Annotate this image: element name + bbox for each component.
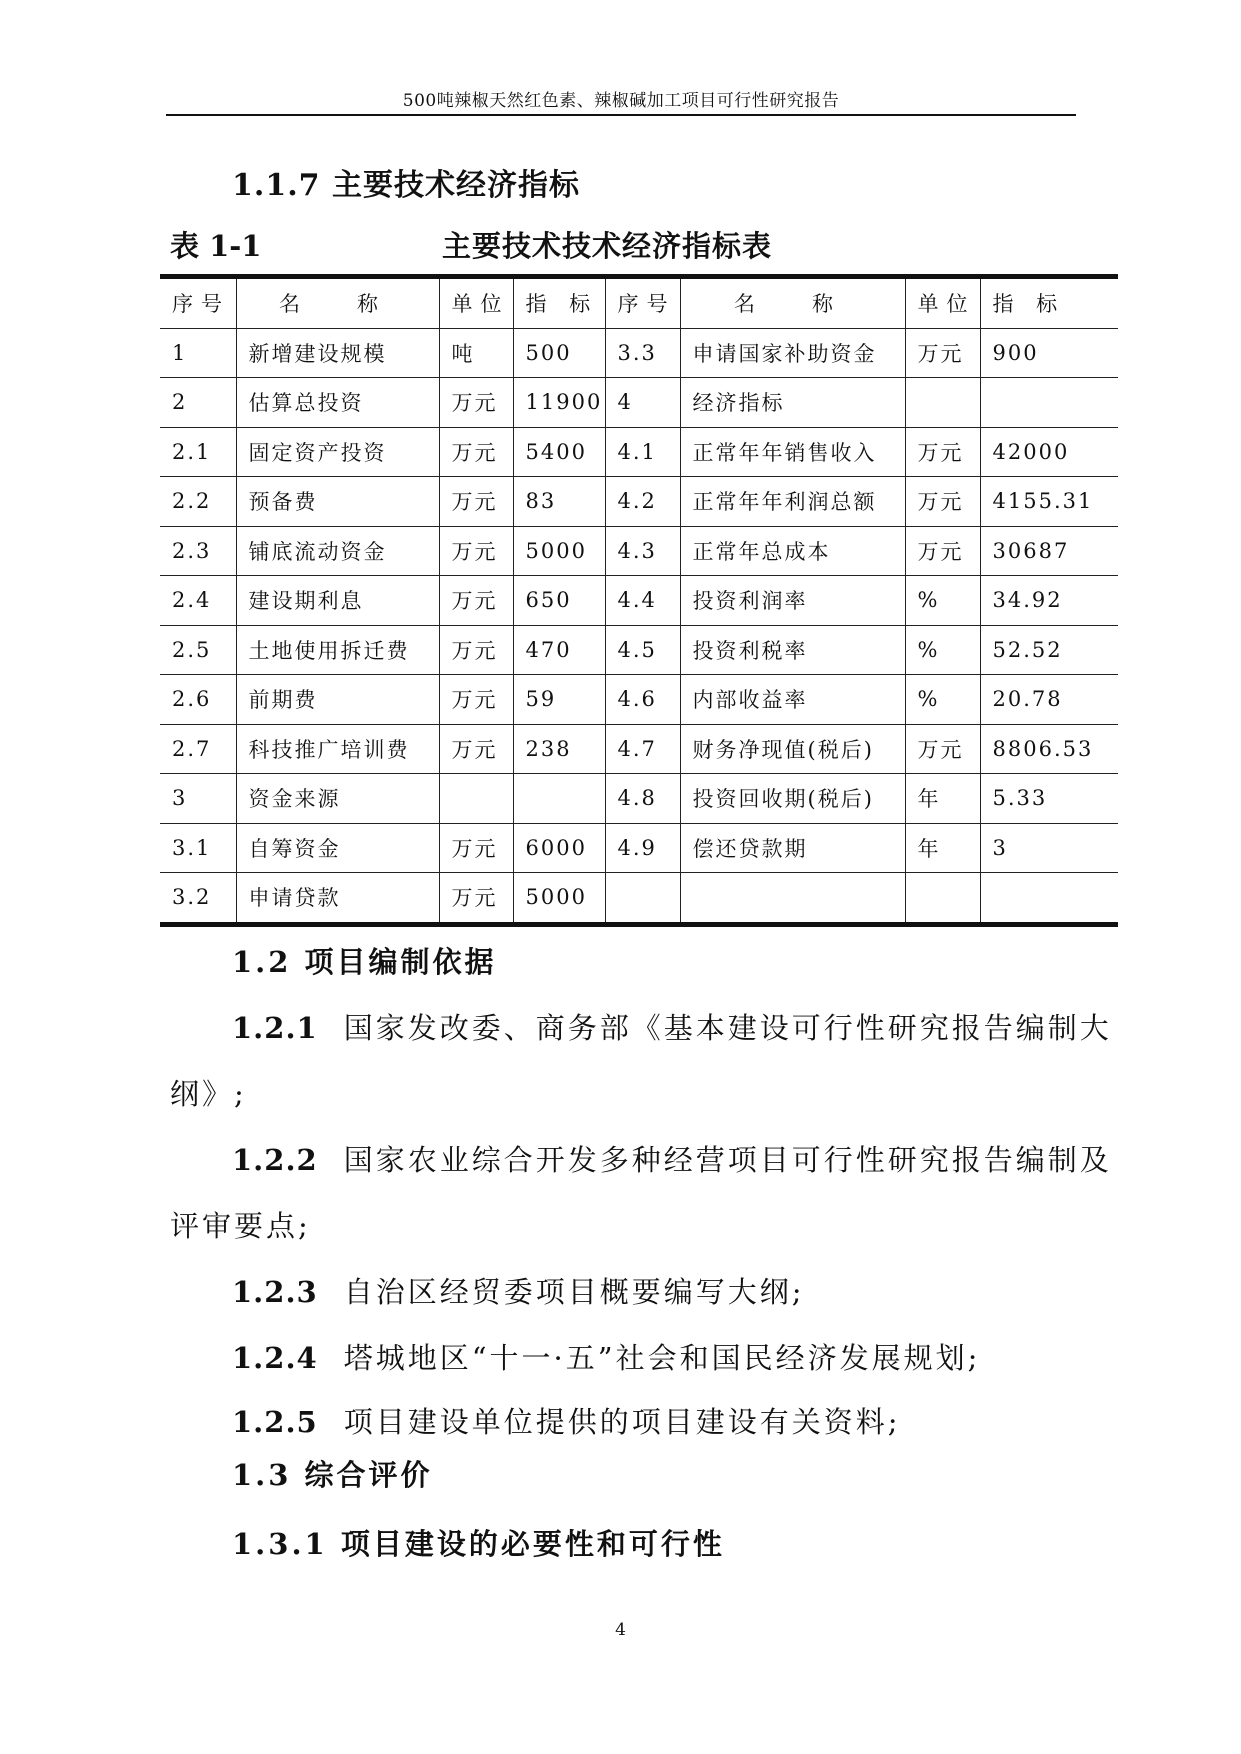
table-cell: 万元 — [905, 477, 980, 527]
table-cell: 年 — [905, 823, 980, 873]
basis-item-1-2-1-cont: 纲》; — [170, 1077, 247, 1111]
table-cell: 万元 — [905, 328, 980, 378]
column-header: 名 称 — [680, 279, 905, 328]
running-header: 500吨辣椒天然红色素、辣椒碱加工项目可行性研究报告 — [402, 91, 840, 111]
table-row — [160, 675, 1118, 725]
table-cell: 5.33 — [980, 774, 1118, 824]
table-cell: 238 — [513, 724, 605, 774]
table-row — [160, 625, 1118, 675]
table-cell: 万元 — [439, 477, 513, 527]
table-cell: % — [905, 576, 980, 626]
column-header: 名 称 — [236, 279, 439, 328]
table-cell: 2.2 — [160, 477, 236, 527]
column-header: 指 标 — [513, 279, 605, 328]
table-cell: 2.1 — [160, 427, 236, 477]
table-cell: 2.4 — [160, 576, 236, 626]
table-cell — [680, 873, 905, 922]
table-cell: 土地使用拆迁费 — [236, 625, 439, 675]
basis-number: 1.2.1 — [232, 1011, 318, 1045]
table-cell: 正常年总成本 — [680, 526, 905, 576]
column-header: 序号 — [605, 279, 680, 328]
table-cell: 2.7 — [160, 724, 236, 774]
table-cell: 财务净现值(税后) — [680, 724, 905, 774]
table-cell: 偿还贷款期 — [680, 823, 905, 873]
table-cell: 4.6 — [605, 675, 680, 725]
table-cell: 正常年年销售收入 — [680, 427, 905, 477]
table-cell: 4.3 — [605, 526, 680, 576]
basis-item-1-2-5 — [232, 1400, 901, 1441]
table-cell: 万元 — [439, 526, 513, 576]
table-cell: 3 — [980, 823, 1118, 873]
table-row — [160, 873, 1118, 922]
table-cell: % — [905, 675, 980, 725]
table-cell: 申请贷款 — [236, 873, 439, 922]
table-cell: 83 — [513, 477, 605, 527]
table-cell: 4 — [605, 378, 680, 428]
table-cell: % — [905, 625, 980, 675]
table-cell — [905, 378, 980, 428]
table-cell: 5400 — [513, 427, 605, 477]
table-row — [160, 526, 1118, 576]
table-cell: 预备费 — [236, 477, 439, 527]
basis-item-1-2-2-cont: 评审要点; — [170, 1209, 311, 1243]
table-cell: 科技推广培训费 — [236, 724, 439, 774]
table-cell: 470 — [513, 625, 605, 675]
table-cell: 投资利税率 — [680, 625, 905, 675]
basis-number: 1.2.3 — [232, 1275, 318, 1309]
table-cell: 万元 — [905, 724, 980, 774]
basis-text: 塔城地区“十一·五”社会和国民经济发展规划; — [343, 1341, 981, 1375]
table-cell: 经济指标 — [680, 378, 905, 428]
table-row — [160, 427, 1118, 477]
basis-item-1-2-3 — [232, 1270, 805, 1311]
table-caption-number: 表 1-1 — [170, 229, 262, 263]
table-cell: 4.4 — [605, 576, 680, 626]
table-row — [160, 328, 1118, 378]
table-row — [160, 823, 1118, 873]
table-cell: 万元 — [905, 526, 980, 576]
section-heading-1-3: 1.3 综合评价 — [232, 1458, 433, 1492]
table-cell: 59 — [513, 675, 605, 725]
section-heading-1-1-7: 1.1.7 主要技术经济指标 — [232, 168, 580, 203]
basis-text: 自治区经贸委项目概要编写大纲; — [343, 1275, 805, 1309]
table-cell: 3.2 — [160, 873, 236, 922]
table-cell: 650 — [513, 576, 605, 626]
indicator-table — [160, 274, 1118, 927]
table-cell: 万元 — [439, 427, 513, 477]
basis-text: 国家发改委、商务部《基本建设可行性研究报告编制大 — [343, 1011, 1112, 1045]
basis-item-1-2-2 — [232, 1138, 1112, 1179]
table-cell: 11900 — [513, 378, 605, 428]
table-cell: 估算总投资 — [236, 378, 439, 428]
table-cell: 新增建设规模 — [236, 328, 439, 378]
table-cell: 万元 — [905, 427, 980, 477]
table-cell: 正常年年利润总额 — [680, 477, 905, 527]
table-cell: 万元 — [439, 873, 513, 922]
table-cell: 万元 — [439, 823, 513, 873]
table-cell — [439, 774, 513, 824]
table-cell — [980, 378, 1118, 428]
table-cell: 1 — [160, 328, 236, 378]
table-cell: 年 — [905, 774, 980, 824]
table-cell: 建设期利息 — [236, 576, 439, 626]
table-cell: 铺底流动资金 — [236, 526, 439, 576]
table-cell: 5000 — [513, 526, 605, 576]
table-cell: 42000 — [980, 427, 1118, 477]
table-cell: 万元 — [439, 724, 513, 774]
table-row — [160, 576, 1118, 626]
table-cell: 34.92 — [980, 576, 1118, 626]
table-cell: 2.3 — [160, 526, 236, 576]
table-cell: 6000 — [513, 823, 605, 873]
table-cell: 2.5 — [160, 625, 236, 675]
table-cell: 万元 — [439, 378, 513, 428]
table-cell — [905, 873, 980, 922]
table-cell: 5000 — [513, 873, 605, 922]
table-cell: 52.52 — [980, 625, 1118, 675]
table-cell: 万元 — [439, 576, 513, 626]
table-cell: 投资利润率 — [680, 576, 905, 626]
table-cell: 900 — [980, 328, 1118, 378]
table-cell: 4155.31 — [980, 477, 1118, 527]
table-cell: 万元 — [439, 625, 513, 675]
table-cell: 3.3 — [605, 328, 680, 378]
basis-number: 1.2.4 — [232, 1341, 318, 1375]
table-cell: 内部收益率 — [680, 675, 905, 725]
table-cell — [513, 774, 605, 824]
table-cell: 固定资产投资 — [236, 427, 439, 477]
table-caption-title: 主要技术技术经济指标表 — [442, 229, 773, 263]
table-cell: 前期费 — [236, 675, 439, 725]
section-heading-1-3-1: 1.3.1 项目建设的必要性和可行性 — [232, 1527, 725, 1561]
page-number: 4 — [615, 1620, 626, 1640]
table-cell — [980, 873, 1118, 922]
table-cell: 4.5 — [605, 625, 680, 675]
table-row — [160, 378, 1118, 428]
table-cell: 4.1 — [605, 427, 680, 477]
column-header: 指 标 — [980, 279, 1118, 328]
table-cell: 2.6 — [160, 675, 236, 725]
column-header: 单位 — [905, 279, 980, 328]
header-rule — [166, 114, 1076, 116]
table-cell: 4.7 — [605, 724, 680, 774]
table-cell: 自筹资金 — [236, 823, 439, 873]
section-heading-1-2: 1.2 项目编制依据 — [232, 945, 497, 979]
table-row — [160, 774, 1118, 824]
basis-number: 1.2.2 — [232, 1143, 318, 1177]
column-header: 单位 — [439, 279, 513, 328]
table-row — [160, 477, 1118, 527]
basis-item-1-2-1 — [232, 1006, 1112, 1047]
basis-number: 1.2.5 — [232, 1405, 318, 1439]
table-cell: 4.8 — [605, 774, 680, 824]
table-cell: 20.78 — [980, 675, 1118, 725]
table-row — [160, 724, 1118, 774]
table-cell: 8806.53 — [980, 724, 1118, 774]
table-cell: 申请国家补助资金 — [680, 328, 905, 378]
table-cell: 30687 — [980, 526, 1118, 576]
table-cell: 3.1 — [160, 823, 236, 873]
table-cell: 2 — [160, 378, 236, 428]
basis-text: 项目建设单位提供的项目建设有关资料; — [343, 1405, 901, 1439]
basis-text: 国家农业综合开发多种经营项目可行性研究报告编制及 — [343, 1143, 1112, 1177]
table-header-row — [160, 279, 1118, 328]
column-header: 序号 — [160, 279, 236, 328]
basis-item-1-2-4 — [232, 1336, 980, 1377]
table-cell: 4.2 — [605, 477, 680, 527]
table-cell: 500 — [513, 328, 605, 378]
table-cell: 4.9 — [605, 823, 680, 873]
table-cell: 万元 — [439, 675, 513, 725]
table-cell: 投资回收期(税后) — [680, 774, 905, 824]
table-cell — [605, 873, 680, 922]
table-cell: 3 — [160, 774, 236, 824]
table-cell: 吨 — [439, 328, 513, 378]
table-cell: 资金来源 — [236, 774, 439, 824]
